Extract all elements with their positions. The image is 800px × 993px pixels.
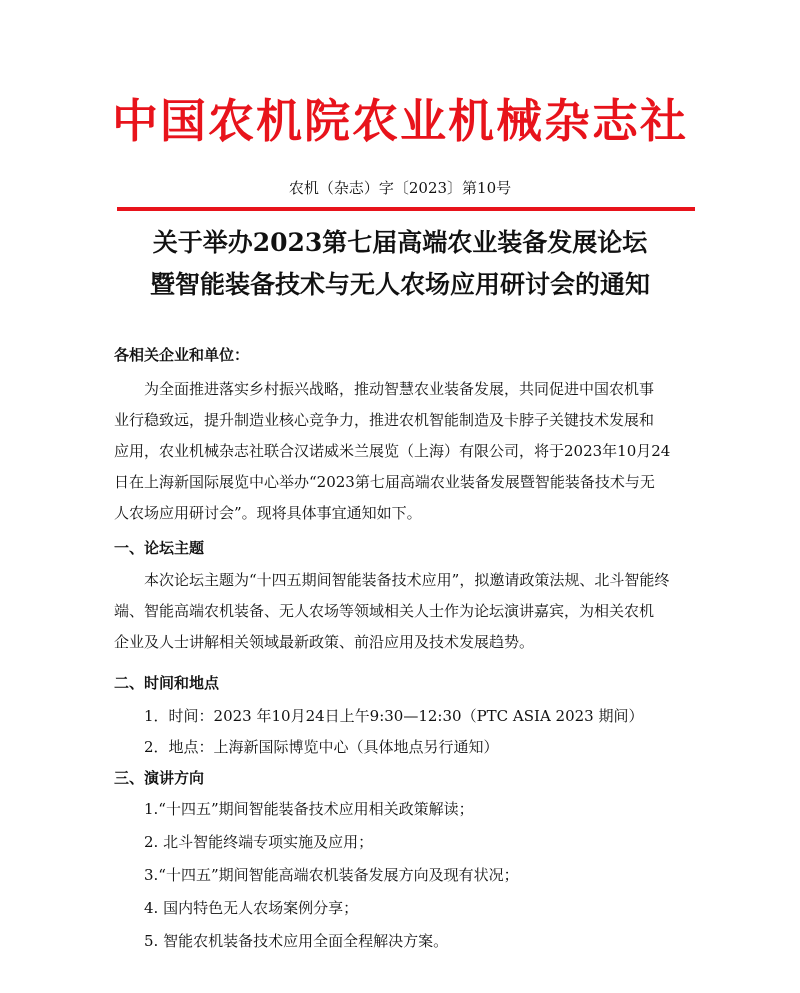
topic-line: 本次论坛主题为“十四五期间智能装备技术应用”，拟邀请政策法规、北斗智能终 <box>144 571 670 589</box>
intro-line: 人农场应用研讨会”。现将具体事宜通知如下。 <box>114 504 422 522</box>
document-number: 农机（杂志）字〔2023〕第10号 <box>288 179 512 197</box>
list-item: 5. 智能农机装备技术应用全面全程解决方案。 <box>144 932 449 950</box>
intro-line: 业行稳致远，提升制造业核心竞争力，推进农机智能制造及卡脖子关键技术发展和 <box>114 411 655 429</box>
intro-line: 为全面推进落实乡村振兴战略，推动智慧农业装备发展，共同促进中国农机事 <box>144 380 655 398</box>
list-item: 1.“十四五”期间智能装备技术应用相关政策解读； <box>144 800 474 818</box>
section-heading-topic: 一、论坛主题 <box>114 539 205 557</box>
intro-line: 应用，农业机械杂志社联合汉诺威米兰展览（上海）有限公司，将于2023年10月24 <box>114 442 671 460</box>
list-item-place: 2．地点：上海新国际博览中心（具体地点另行通知） <box>144 738 499 756</box>
list-item-time: 1．时间：2023 年10月24日上午9:30—12:30（PTC ASIA 2023 期间） <box>144 707 644 725</box>
title-line-1: 关于举办2023第七届高端农业装备发展论坛 <box>152 228 648 257</box>
list-item: 2. 北斗智能终端专项实施及应用； <box>144 833 374 851</box>
section-heading-time-place: 二、时间和地点 <box>114 674 220 692</box>
topic-line: 端、智能高端农机装备、无人农场等领域相关人士作为论坛演讲嘉宾，为相关农机 <box>114 602 655 620</box>
intro-line: 日在上海新国际展览中心举办“2023第七届高端农业装备发展暨智能装备技术与无 <box>114 473 655 491</box>
list-item: 4. 国内特色无人农场案例分享； <box>144 899 359 917</box>
salutation: 各相关企业和单位： <box>114 346 250 364</box>
publisher-masthead: 中国农机院农业机械杂志社 <box>112 94 688 148</box>
red-divider <box>117 207 695 211</box>
topic-line: 企业及人士讲解相关领域最新政策、前沿应用及技术发展趋势。 <box>114 633 535 651</box>
title-line-2: 暨智能装备技术与无人农场应用研讨会的通知 <box>149 270 650 299</box>
section-heading-speech: 三、演讲方向 <box>114 769 205 787</box>
list-item: 3.“十四五”期间智能高端农机装备发展方向及现有状况； <box>144 866 519 884</box>
